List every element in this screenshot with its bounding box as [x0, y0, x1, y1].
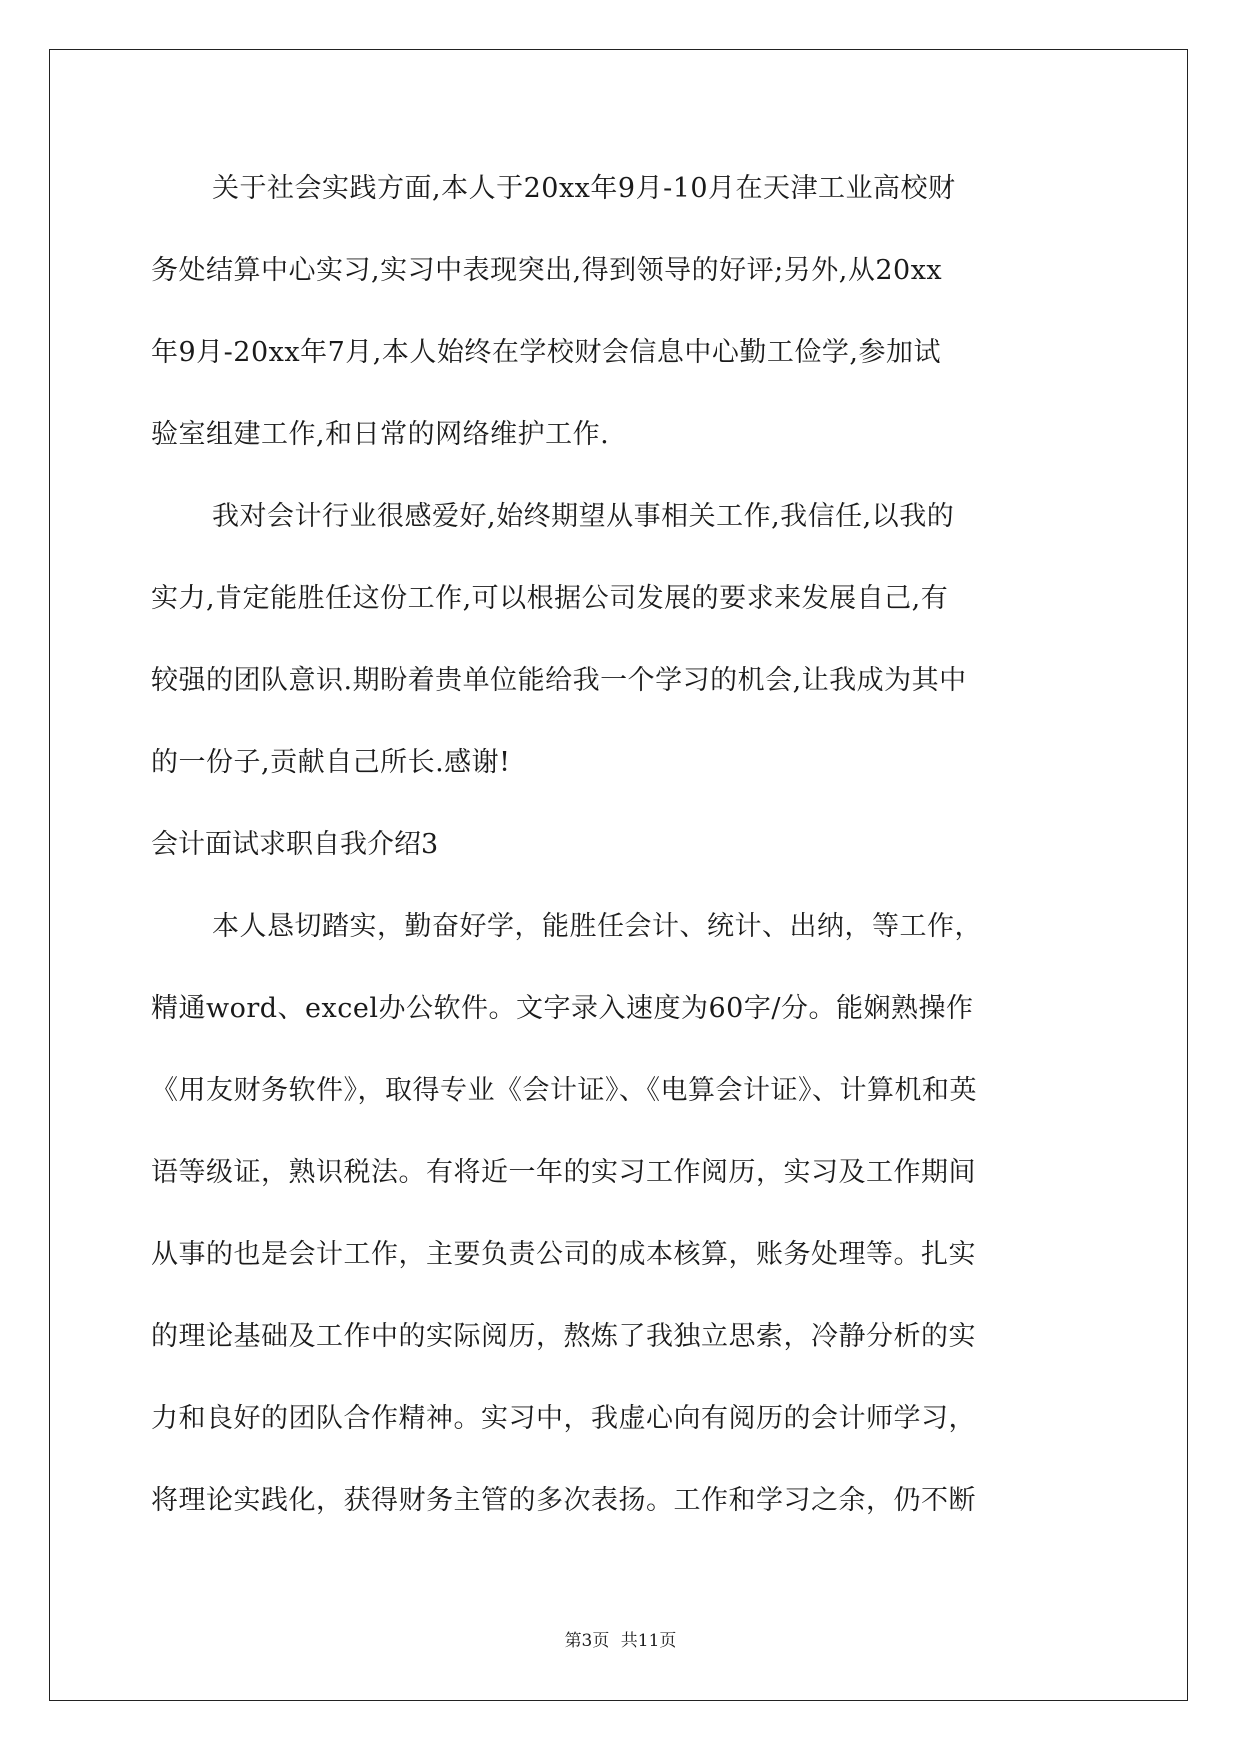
text-line: 精通word、excel办公软件。文字录入速度为60字/分。能娴熟操作	[151, 993, 974, 1024]
text-line: 关于社会实践方面,本人于20xx年9月-10月在天津工业高校财	[212, 173, 956, 204]
text-line: 实力,肯定能胜任这份工作,可以根据公司发展的要求来发展自己,有	[151, 583, 949, 614]
text-line: 《用友财务软件》，取得专业《会计证》、《电算会计证》、计算机和英	[151, 1075, 977, 1106]
page-number: 第3页	[564, 1631, 610, 1651]
text-line: 务处结算中心实习,实习中表现突出,得到领导的好评;另外,从20xx	[151, 255, 943, 286]
text-line: 语等级证，熟识税法。有将近一年的实习工作阅历，实习及工作期间	[151, 1157, 976, 1188]
paragraph-social-practice	[151, 158, 1086, 486]
page-total: 共11页	[620, 1631, 677, 1651]
text-line: 的理论基础及工作中的实际阅历，熬炼了我独立思索，冷静分析的实	[151, 1321, 976, 1352]
section-heading: 会计面试求职自我介绍3	[151, 829, 439, 860]
text-line: 的一份子,贡献自己所长.感谢!	[151, 747, 511, 778]
page-footer	[0, 1626, 1241, 1651]
text-line: 年9月-20xx年7月,本人始终在学校财会信息中心勤工俭学,参加试	[151, 337, 941, 368]
text-line: 验室组建工作,和日常的网络维护工作.	[151, 419, 610, 450]
paragraph-self-intro	[151, 896, 1086, 1552]
text-line: 将理论实践化，获得财务主管的多次表扬。工作和学习之余，仍不断	[151, 1485, 976, 1516]
text-line: 本人恳切踏实，勤奋好学，能胜任会计、统计、出纳，等工作，	[212, 911, 982, 942]
document-body	[151, 158, 1086, 1552]
paragraph-interest	[151, 486, 1086, 814]
text-line: 力和良好的团队合作精神。实习中，我虚心向有阅历的会计师学习，	[151, 1403, 976, 1434]
text-line: 较强的团队意识.期盼着贵单位能给我一个学习的机会,让我成为其中	[151, 665, 967, 696]
text-line: 从事的也是会计工作，主要负责公司的成本核算，账务处理等。扎实	[151, 1239, 976, 1270]
text-line: 我对会计行业很感爱好,始终期望从事相关工作,我信任,以我的	[212, 501, 955, 532]
